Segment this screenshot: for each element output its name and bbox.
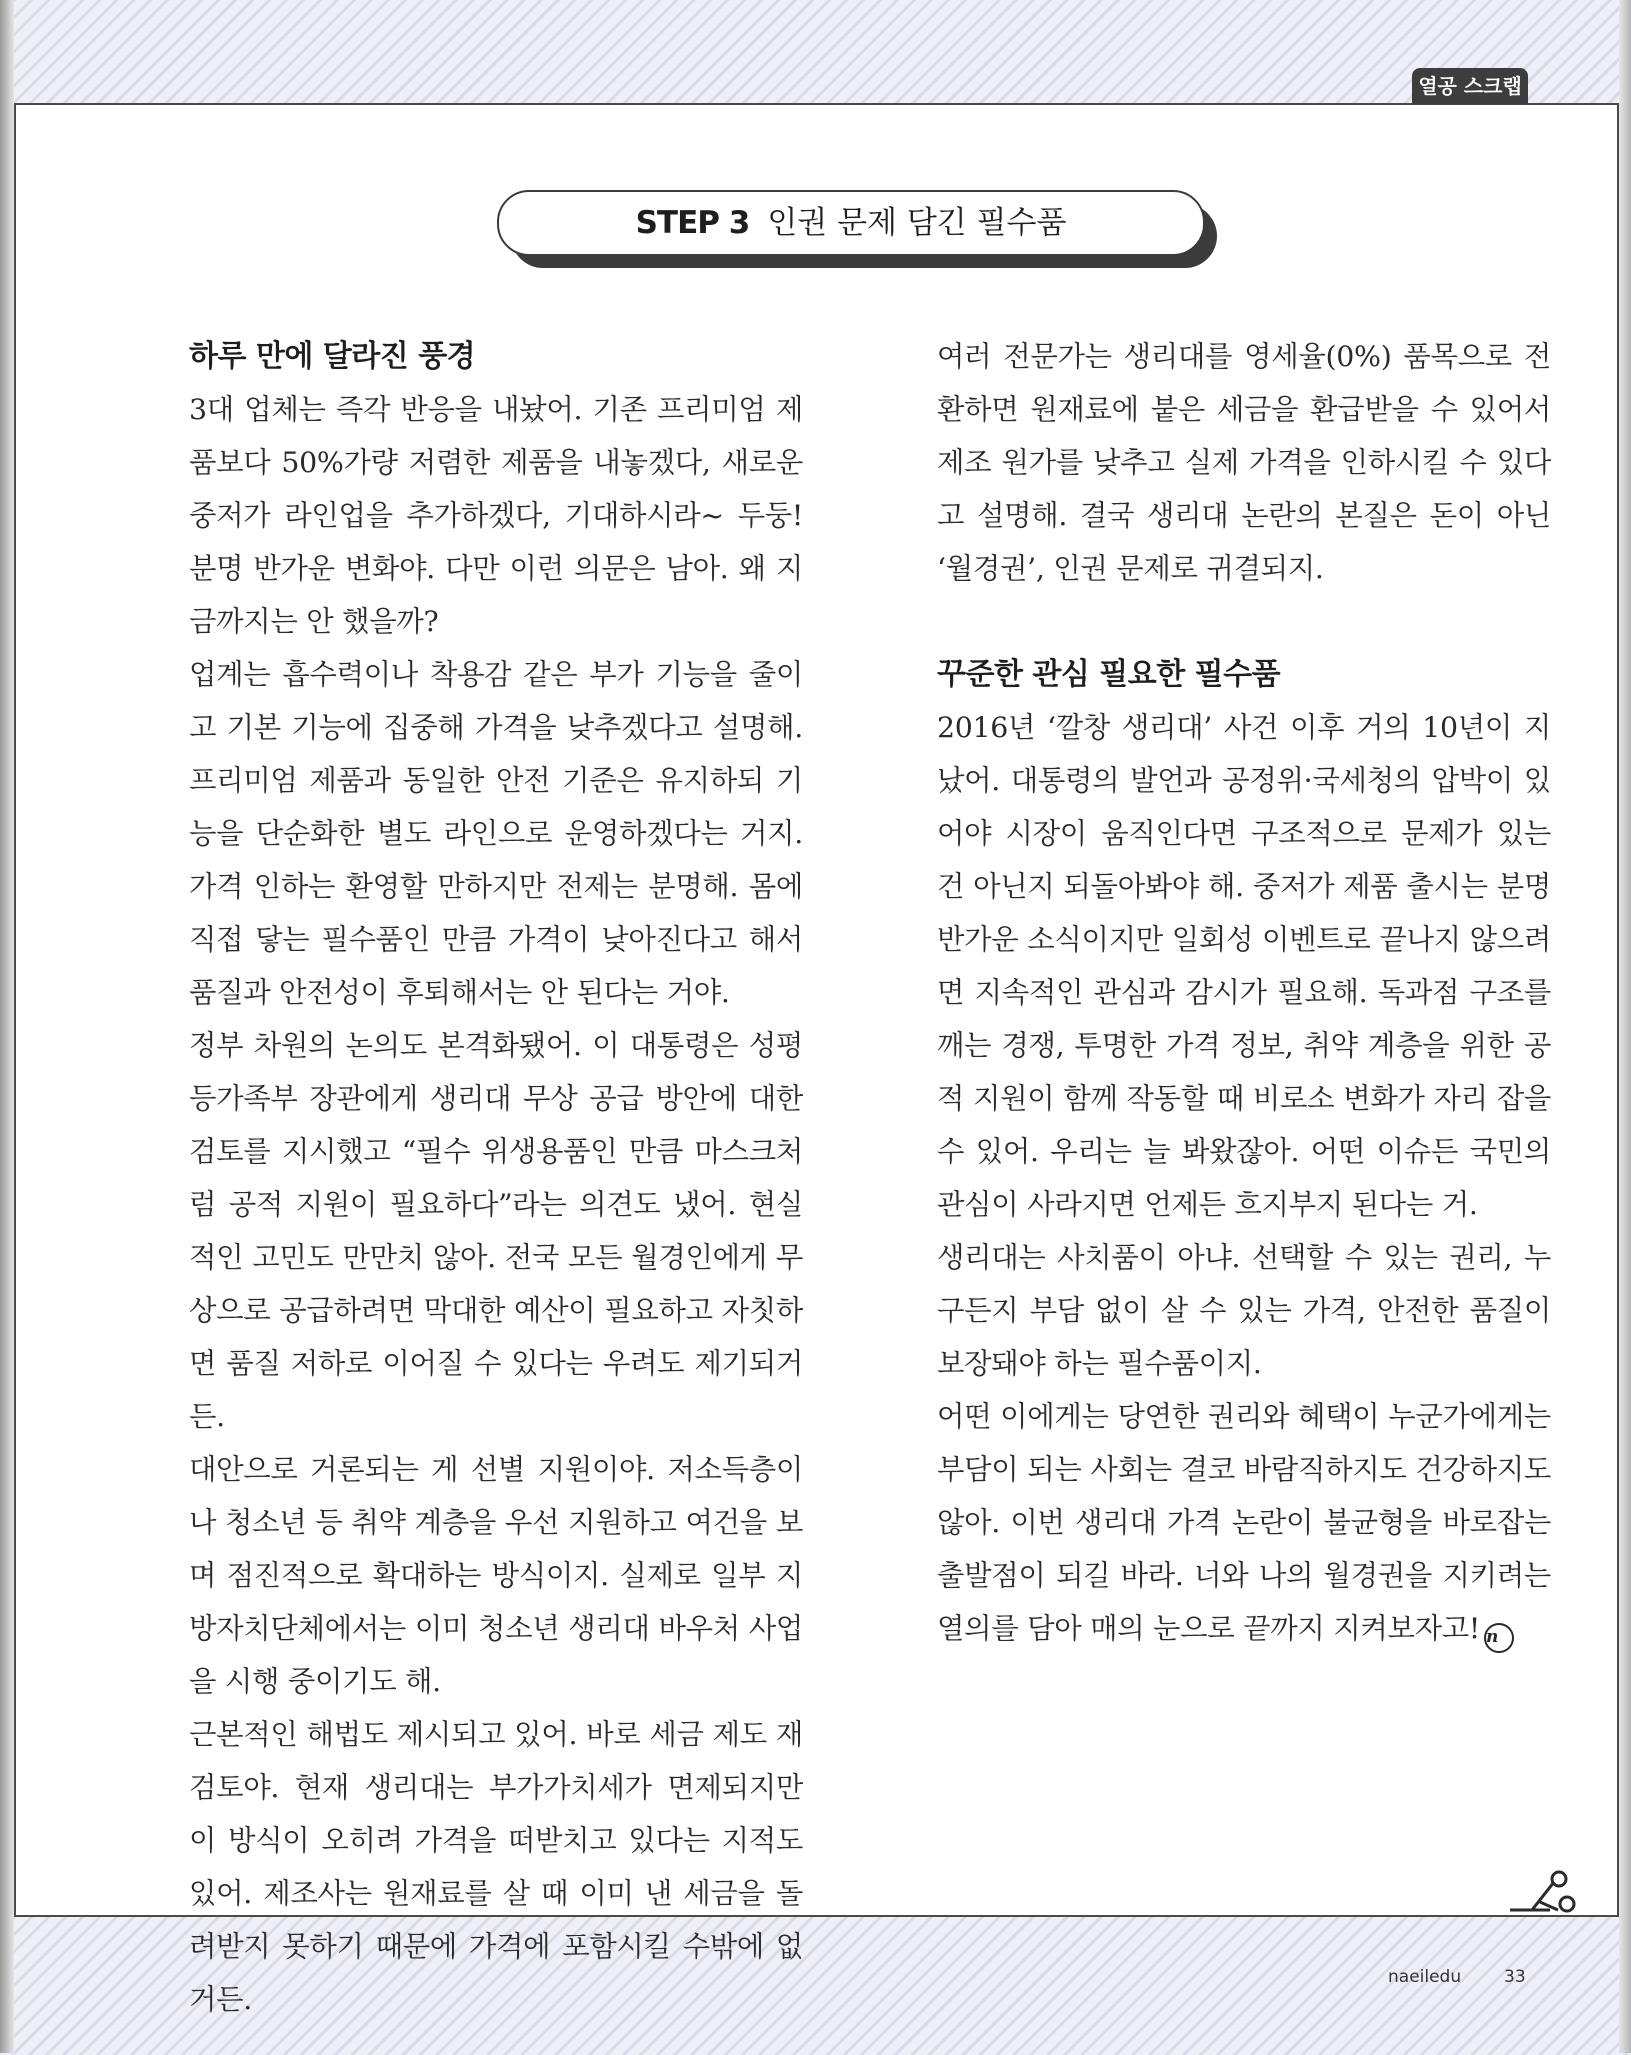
step-banner bbox=[497, 190, 1219, 272]
article-column-left bbox=[189, 330, 803, 2026]
paragraph: 2016년 ‘깔창 생리대’ 사건 이후 거의 10년이 지났어. 대통령의 발언과 공정위·국세청의 압박이 있어야 시장이 움직인다면 구조적으로 문제가 있는 건 아닌지 되돌아봐야 해. 중저가 제품 출시는 분명 반가운 소식이지만 일회성 이벤트로 끝나지 않으려면 지속적인 관심과 감시가 필요해. 독과점 구조를 깨는 경쟁, 투명한 가격 정보, 취약 계층을 위한 공적 지원이 함께 작동할 때 비로소 변화가 자리 잡을 수 있어. 우리는 늘 봐왔잖아. 어떤 이슈든 국민의 관심이 사라지면 언제든 흐지부지 된다는 거. bbox=[937, 711, 1551, 1221]
page-edge-right bbox=[1619, 0, 1631, 2053]
section-tab: 열공 스크랩 bbox=[1412, 68, 1528, 104]
end-mark-icon: n bbox=[1484, 1623, 1514, 1653]
section-heading: 꾸준한 관심 필요한 필수품 bbox=[937, 657, 1281, 692]
paragraph: 여러 전문가는 생리대를 영세율(0%) 품목으로 전환하면 원재료에 붙은 세금을 환급받을 수 있어서 제조 원가를 낮추고 실제 가격을 인하시킬 수 있다고 설명해. 결국 생리대 논란의 본질은 돈이 아닌 ‘월경권’, 인권 문제로 귀결되지. bbox=[937, 340, 1551, 585]
paragraph: 업계는 흡수력이나 착용감 같은 부가 기능을 줄이고 기본 기능에 집중해 가격을 낮추겠다고 설명해. 프리미엄 제품과 동일한 안전 기준은 유지하되 기능을 단순화한 별도 라인으로 운영하겠다는 거지. 가격 인하는 환영할 만하지만 전제는 분명해. 몸에 직접 닿는 필수품인 만큼 가격이 낮아진다고 해서 품질과 안전성이 후퇴해서는 안 된다는 거야. bbox=[189, 658, 803, 1009]
section-heading: 하루 만에 달라진 풍경 bbox=[189, 339, 476, 374]
paragraph-last bbox=[937, 1390, 1551, 1655]
paragraph-last-text: 어떤 이에게는 당연한 권리와 혜택이 누군가에게는 부담이 되는 사회는 결코 바람직하지도 건강하지도 않아. 이번 생리대 가격 논란이 불균형을 바로잡는 출발점이 되길 바라. 너와 나의 월경권을 지키려는 열의를 담아 매의 눈으로 끝까지 지켜보자고! bbox=[937, 1400, 1551, 1645]
frame-line-right bbox=[1617, 103, 1619, 1915]
step-title: 인권 문제 담긴 필수품 bbox=[767, 205, 1067, 241]
footer-brand: naeiledu bbox=[1388, 1967, 1462, 1987]
frame-line-left bbox=[14, 103, 16, 1915]
page-number: 33 bbox=[1504, 1967, 1526, 1987]
paragraph: 정부 차원의 논의도 본격화됐어. 이 대통령은 성평등가족부 장관에게 생리대 무상 공급 방안에 대한 검토를 지시했고 “필수 위생용품인 만큼 마스크처럼 공적 지원이 필요하다”라는 의견도 냈어. 현실적인 고민도 만만치 않아. 전국 모든 월경인에게 무상으로 공급하려면 막대한 예산이 필요하고 자칫하면 품질 저하로 이어질 수 있다는 우려도 제기되거든. bbox=[189, 1029, 803, 1433]
paragraph: 생리대는 사치품이 아냐. 선택할 수 있는 권리, 누구든지 부담 없이 살 수 있는 가격, 안전한 품질이 보장돼야 하는 필수품이지. bbox=[937, 1241, 1551, 1380]
paragraph: 근본적인 해법도 제시되고 있어. 바로 세금 제도 재검토야. 현재 생리대는 부가가치세가 면제되지만 이 방식이 오히려 가격을 떠받치고 있다는 지적도 있어. 제조사는 원재료를 살 때 이미 낸 세금을 돌려받지 못하기 때문에 가격에 포함시킬 수밖에 없거든. bbox=[189, 1718, 803, 2016]
top-pattern-band bbox=[0, 0, 1631, 105]
article-column-right bbox=[937, 330, 1551, 1655]
paragraph: 대안으로 거론되는 게 선별 지원이야. 저소득층이나 청소년 등 취약 계층을 우선 지원하고 여건을 보며 점진적으로 확대하는 방식이지. 실제로 일부 지방자치단체에서는 이미 청소년 생리대 바우처 사업을 시행 중이기도 해. bbox=[189, 1453, 803, 1698]
page-edge-left bbox=[0, 0, 14, 2053]
step-banner-box bbox=[497, 190, 1205, 256]
paragraph: 3대 업체는 즉각 반응을 내놨어. 기존 프리미엄 제품보다 50%가량 저렴한 제품을 내놓겠다, 새로운 중저가 라인업을 추가하겠다, 기대하시라~ 두둥! 분명 반가운 변화야. 다만 이런 의문은 남아. 왜 지금까지는 안 했을까? bbox=[189, 393, 803, 638]
scissors-icon bbox=[1510, 1870, 1576, 1916]
step-label: STEP 3 bbox=[635, 205, 750, 241]
